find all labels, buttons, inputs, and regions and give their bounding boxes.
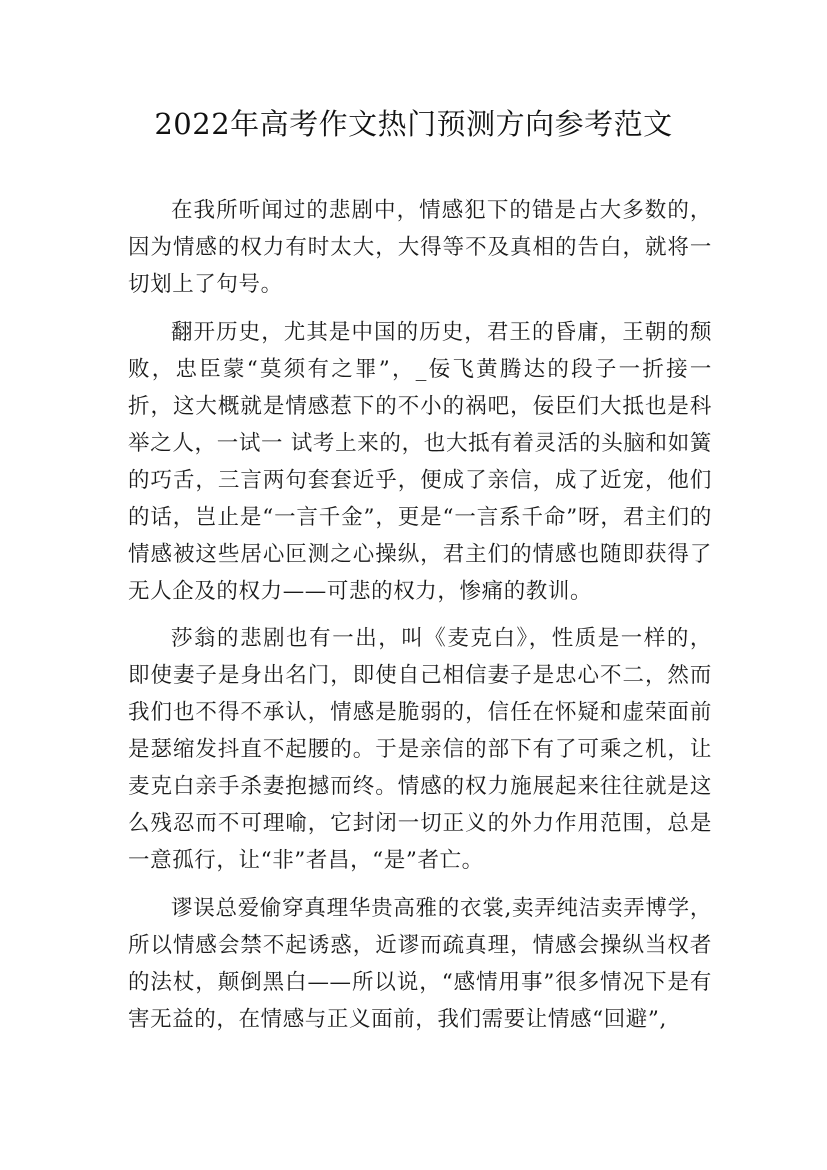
document-title: 2022年高考作文热门预测方向参考范文	[154, 107, 673, 141]
paragraph-1: 在我所听闻过的悲剧中，情感犯下的错是占大多数的，因为情感的权力有时太大，大得等不及真相的告白，就将一切划上了句号。	[128, 198, 712, 297]
paragraph-2: 翻开历史，尤其是中国的历史，君王的昏庸，王朝的颓败，忠臣蒙“莫须有之罪”，_佞飞黄腾达的段子一折接一折，这大概就是情感惹下的不小的祸吧，佞臣们大抵也是科举之人，一试一 试考上来的，也大抵有着灵活的头脑和如簧的巧舌，三言两句套套近乎，便成了亲信，成了近宠，他们的话，岂止是“一言千金”，更是“一言系千命”呀，君主们的情感被这些居心叵测之心操纵，君主们的情感也随即获得了无人企及的权力——可悲的权力，惨痛的教训。	[128, 319, 712, 604]
document-body	[128, 192, 712, 1048]
paragraph-4: 谬误总爱偷穿真理华贵高雅的衣裳,卖弄纯洁卖弄博学，所以情感会禁不起诱惑，近谬而疏真理，情感会操纵当权者的法杖，颠倒黑白——所以说，“感情用事”很多情况下是有害无益的，在情感与正义面前，我们需要让情感“回避”,	[128, 895, 712, 1032]
paragraph-3: 莎翁的悲剧也有一出，叫《麦克白》，性质是一样的，即使妻子是身出名门，即使自己相信妻子是忠心不二，然而我们也不得不承认，情感是脆弱的，信任在怀疑和虚荣面前是瑟缩发抖直不起腰的。于是亲信的部下有了可乘之机，让麦克白亲手杀妻抱撼而终。情感的权力施展起来往往就是这么残忍而不可理喻，它封闭一切正义的外力作用范围，总是一意孤行，让“非”者昌，“是”者亡。	[128, 626, 712, 873]
